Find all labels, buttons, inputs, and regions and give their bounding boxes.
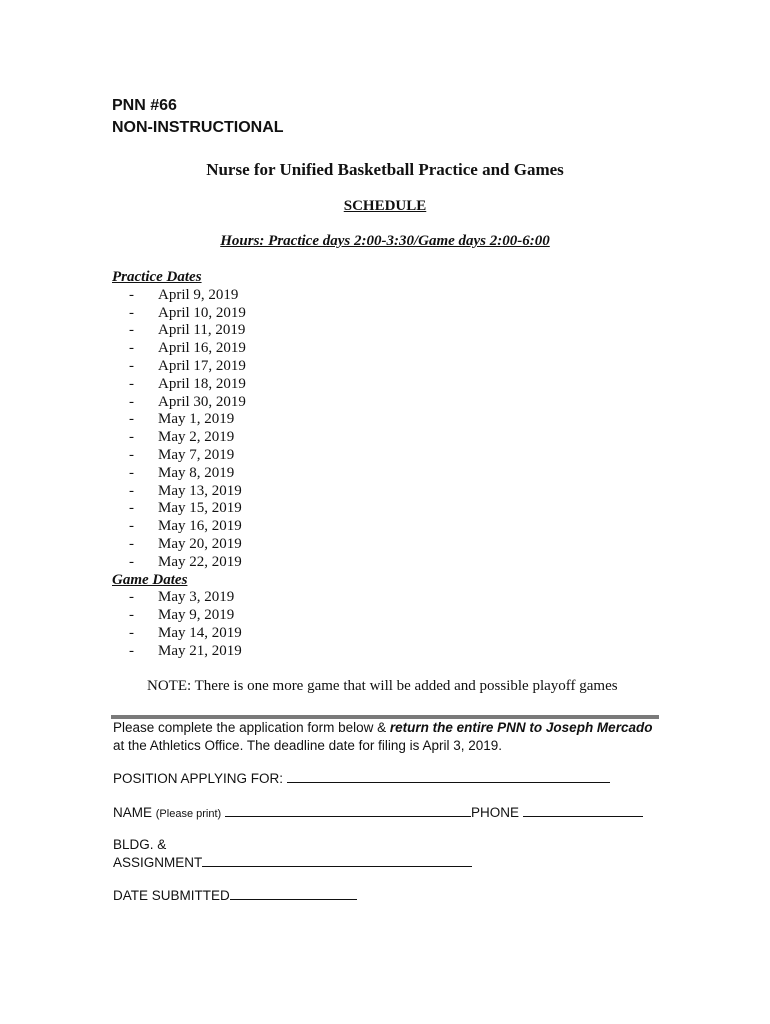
bldg-assignment-field bbox=[113, 836, 472, 871]
date-list-item bbox=[112, 393, 246, 412]
note-text: NOTE: There is one more game that will be added and possible playoff games bbox=[147, 678, 618, 694]
date-text: April 17, 2019 bbox=[158, 357, 246, 374]
date-list-item bbox=[112, 322, 246, 340]
dash-bullet: - bbox=[129, 518, 134, 535]
dash-bullet: - bbox=[129, 446, 134, 463]
instructions-text-2: at the Athletics Office. The deadline date for filing is April 3, 2019. bbox=[113, 738, 502, 753]
date-text: April 11, 2019 bbox=[158, 322, 246, 339]
dash-bullet: - bbox=[129, 464, 134, 481]
date-list-item bbox=[112, 286, 239, 305]
phone-input-line[interactable] bbox=[523, 803, 643, 817]
dash-bullet: - bbox=[129, 304, 134, 321]
date-text: May 8, 2019 bbox=[158, 464, 235, 481]
date-list-item bbox=[112, 411, 235, 429]
name-input-line[interactable] bbox=[225, 803, 471, 817]
date-text: May 22, 2019 bbox=[158, 553, 242, 570]
dash-bullet: - bbox=[129, 393, 134, 410]
date-list-item bbox=[112, 642, 242, 661]
date-text: May 16, 2019 bbox=[158, 518, 242, 535]
date-list-item bbox=[112, 553, 242, 572]
date-list-item bbox=[112, 607, 235, 625]
dash-bullet: - bbox=[129, 482, 134, 499]
dates-section bbox=[112, 269, 246, 661]
pnn-category: NON-INSTRUCTIONAL bbox=[112, 119, 284, 136]
schedule-heading: SCHEDULE bbox=[343, 198, 427, 214]
practice-dates-list bbox=[112, 286, 246, 572]
dash-bullet: - bbox=[129, 589, 134, 606]
date-submitted-input-line[interactable] bbox=[230, 886, 357, 900]
date-text: April 9, 2019 bbox=[158, 286, 239, 303]
date-text: May 7, 2019 bbox=[158, 446, 235, 463]
date-list-item bbox=[112, 429, 235, 447]
date-list-item bbox=[112, 500, 242, 518]
date-list-item bbox=[112, 304, 246, 323]
position-field bbox=[113, 769, 610, 786]
dash-bullet: - bbox=[129, 500, 134, 517]
dash-bullet: - bbox=[129, 375, 134, 392]
hours-line: Hours: Practice days 2:00-3:30/Game days 2:00-6:00 bbox=[220, 233, 550, 249]
name-phone-field bbox=[113, 803, 643, 820]
date-list-item bbox=[112, 340, 246, 358]
dash-bullet: - bbox=[129, 607, 134, 624]
dash-bullet: - bbox=[129, 357, 134, 374]
dash-bullet: - bbox=[129, 429, 134, 446]
date-list-item bbox=[112, 589, 235, 607]
name-label: NAME bbox=[113, 805, 156, 820]
date-list-item bbox=[112, 464, 235, 483]
bldg-label: BLDG. & bbox=[113, 837, 167, 852]
instructions-emphasis: return the entire PNN to Joseph Mercado bbox=[389, 720, 653, 735]
dash-bullet: - bbox=[129, 340, 134, 357]
game-dates-heading: Game Dates bbox=[112, 571, 188, 588]
application-instructions bbox=[113, 719, 658, 755]
date-text: April 18, 2019 bbox=[158, 375, 246, 392]
dash-bullet: - bbox=[129, 553, 134, 570]
date-submitted-label: DATE SUBMITTED bbox=[113, 888, 230, 903]
date-text: May 15, 2019 bbox=[158, 500, 242, 517]
phone-label: PHONE bbox=[470, 805, 523, 820]
date-text: May 13, 2019 bbox=[158, 482, 242, 499]
name-hint: (Please print) bbox=[155, 808, 222, 820]
date-text: May 20, 2019 bbox=[158, 535, 242, 552]
practice-dates-heading: Practice Dates bbox=[112, 269, 202, 285]
instructions-text-1: Please complete the application form below & bbox=[113, 720, 390, 735]
date-list-item bbox=[112, 482, 242, 501]
dash-bullet: - bbox=[129, 624, 134, 641]
document-header bbox=[112, 95, 284, 139]
date-text: May 21, 2019 bbox=[158, 642, 242, 659]
position-title: Nurse for Unified Basketball Practice and Games bbox=[206, 160, 564, 179]
dash-bullet: - bbox=[129, 642, 134, 659]
date-submitted-field bbox=[113, 886, 357, 903]
date-text: April 30, 2019 bbox=[158, 393, 246, 410]
date-list-item bbox=[112, 518, 242, 536]
dash-bullet: - bbox=[129, 535, 134, 552]
dash-bullet: - bbox=[129, 286, 134, 303]
date-text: May 9, 2019 bbox=[158, 607, 235, 624]
date-text: May 3, 2019 bbox=[158, 589, 235, 606]
date-list-item bbox=[112, 357, 246, 376]
date-text: April 16, 2019 bbox=[158, 340, 246, 357]
pnn-number: PNN #66 bbox=[112, 97, 177, 114]
game-dates-list bbox=[112, 589, 242, 660]
position-label: POSITION APPLYING FOR: bbox=[113, 771, 287, 786]
date-list-item bbox=[112, 446, 235, 465]
date-list-item bbox=[112, 535, 242, 554]
date-list-item bbox=[112, 624, 242, 643]
date-text: May 2, 2019 bbox=[158, 429, 235, 446]
assignment-label: ASSIGNMENT bbox=[113, 855, 203, 870]
assignment-input-line[interactable] bbox=[202, 853, 472, 867]
dash-bullet: - bbox=[129, 322, 134, 339]
date-list-item bbox=[112, 375, 246, 394]
date-text: May 14, 2019 bbox=[158, 624, 242, 641]
date-text: April 10, 2019 bbox=[158, 304, 246, 321]
position-input-line[interactable] bbox=[287, 769, 610, 783]
date-text: May 1, 2019 bbox=[158, 411, 235, 428]
dash-bullet: - bbox=[129, 411, 134, 428]
